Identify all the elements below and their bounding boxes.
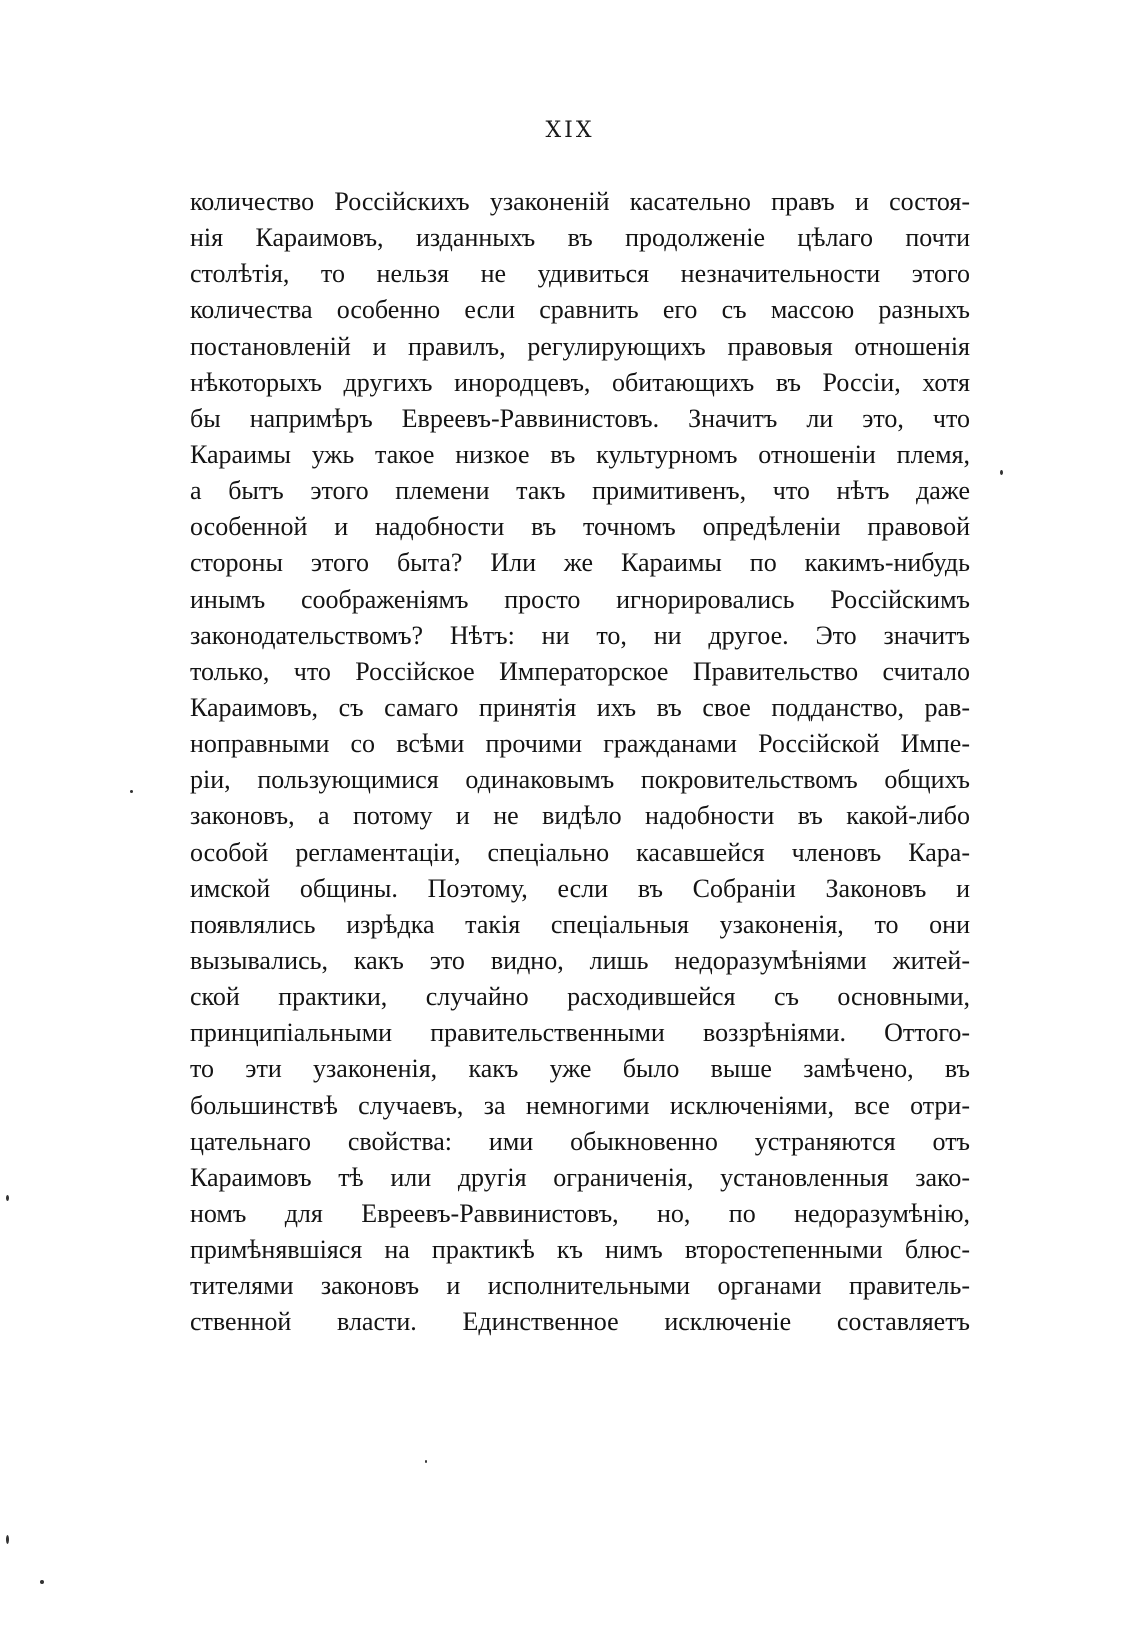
text-line: бы напримѣръ Евреевъ-Раввинистовъ. Значитъ ли это, что [190,403,970,433]
text-line: ноправными со всѣми прочими гражданами Россійской Импе- [190,729,970,759]
text-line: имской общины. Поэтому, если въ Собраніи Законовъ и [190,873,970,903]
text-line: особенной и надобности въ точномъ опредѣленіи правовой [190,512,970,542]
text-line: цательнаго свойства: ими обыкновенно устраняются отъ [190,1126,970,1156]
text-line: появлялись изрѣдка такія спеціальныя узаконенія, то они [190,909,970,939]
text-line: ственной власти. Единственное исключеніе составляетъ [190,1307,970,1337]
text-line: ріи, пользующимися одинаковымъ покровительствомъ общихъ [190,765,970,795]
text-line: нѣкоторыхъ другихъ инородцевъ, обитающихъ въ Россіи, хотя [190,367,970,397]
page-number: XIX [545,118,595,143]
text-line: количество Россійскихъ узаконеній касательно правъ и состоя- [190,187,970,216]
text-line: законовъ, а потому и не видѣло надобности въ какой-либо [190,801,970,831]
text-line: принципіальными правительственными воззрѣніями. Оттого- [190,1018,970,1048]
body-text [190,184,970,1341]
scan-speck [6,1195,9,1201]
text-line: особой регламентаціи, спеціально касавшейся членовъ Кара- [190,837,970,867]
text-line: Караимовъ, съ самаго принятія ихъ въ свое подданство, рав- [190,692,970,722]
text-line: постановленій и правилъ, регулирующихъ правовыя отношенія [190,331,970,361]
text-line: столѣтія, то нельзя не удивиться незначительности этого [190,259,970,289]
text-line: большинствѣ случаевъ, за немногими исключеніями, все отри- [190,1090,970,1120]
text-line: только, что Россійское Императорское Правительство считало [190,656,970,686]
text-line: нія Караимовъ, изданныхъ въ продолженіе цѣлаго почти [190,223,970,253]
text-line: то эти узаконенія, какъ уже было выше замѣчено, въ [190,1054,970,1084]
scan-speck [40,1580,44,1584]
text-line: количества особенно если сравнить его съ массою разныхъ [190,295,970,325]
text-line: примѣнявшіяся на практикѣ къ нимъ второстепенными блюс- [190,1235,970,1265]
text-line: стороны этого быта? Или же Караимы по какимъ-нибудь [190,548,970,578]
text-line: а бытъ этого племени такъ примитивенъ, что нѣтъ даже [190,476,970,506]
text-line: инымъ соображеніямъ просто игнорировались Россійскимъ [190,584,970,614]
text-line: номъ для Евреевъ-Раввинистовъ, но, по недоразумѣнію, [190,1198,970,1228]
scan-speck [1000,470,1003,475]
text-line: Караимовъ тѣ или другія ограниченія, установленныя зако- [190,1162,970,1192]
text-line: Караимы ужь такое низкое въ культурномъ отношеніи племя, [190,439,970,469]
text-line: тителями законовъ и исполнительными органами правитель- [190,1271,970,1301]
text-line: ской практики, случайно расходившейся съ основными, [190,982,970,1012]
scan-speck [130,790,133,793]
text-line: вызывались, какъ это видно, лишь недоразумѣніями житей- [190,945,970,975]
scan-speck [425,1460,427,1463]
scan-speck [6,1535,9,1544]
text-line: законодательствомъ? Нѣтъ: ни то, ни другое. Это значитъ [190,620,970,650]
